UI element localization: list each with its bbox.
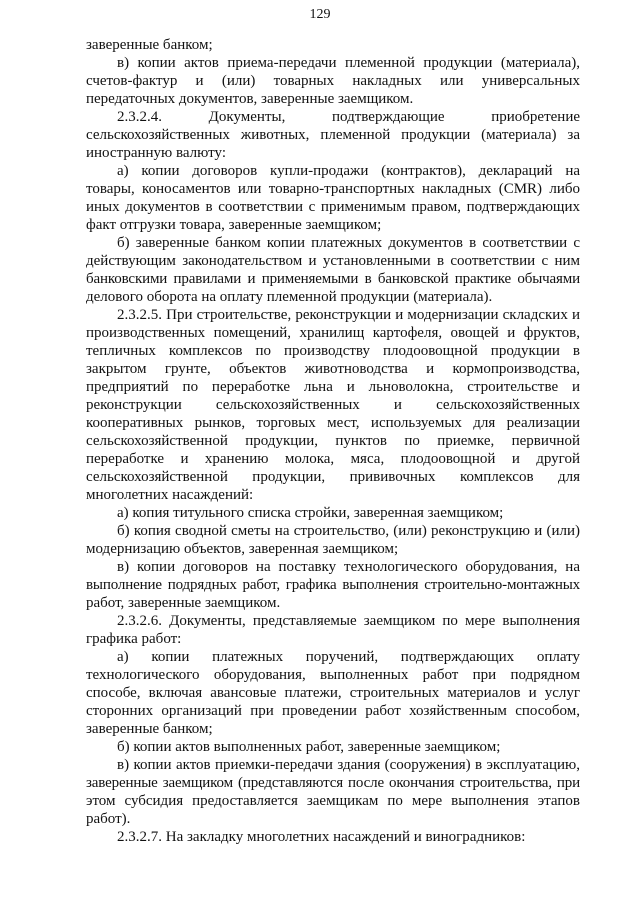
- text-line: а) копия титульного списка стройки, заверенная заемщиком;: [117, 505, 504, 521]
- text-line: банковскими правилами и применяемыми в банковской практике обычаями: [86, 271, 580, 287]
- text-line: выполнение подрядных работ, графика выполнения строительно-монтажных: [86, 577, 580, 593]
- text-line: счетов-фактур и (или) товарных накладных или универсальных: [86, 73, 580, 89]
- text-line: работ).: [86, 811, 131, 827]
- text-line: сельскохозяйственной продукции, прививочных комплексов для: [86, 469, 580, 485]
- text-line: заверенные банком;: [86, 721, 213, 737]
- text-line: а) копии договоров купли-продажи (контрактов), деклараций на: [117, 163, 580, 179]
- text-line: иностранную валюту:: [86, 145, 226, 161]
- text-line: этом субсидия предоставляется заемщикам по мере выполнения этапов: [86, 793, 580, 809]
- text-line: передаточных документов, заверенные заемщиком.: [86, 91, 414, 107]
- text-line: заверенные банком;: [86, 37, 213, 53]
- text-line: многолетних насаждений:: [86, 487, 254, 503]
- text-line: товары, коносаментов или товарно-транспортных накладных (CMR) либо: [86, 181, 580, 197]
- text-line: 2.3.2.7. На закладку многолетних насаждений и виноградников:: [117, 829, 526, 845]
- text-line: факт отгрузки товара, заверенные заемщиком;: [86, 217, 382, 233]
- text-line: сельскохозяйственных животных, племенной продукции (материала) за: [86, 127, 580, 143]
- text-line: производственных помещений, хранилищ картофеля, овощей и фруктов,: [86, 325, 580, 341]
- text-line: закрытом грунте, объектов животноводства и кормопроизводства,: [86, 361, 580, 377]
- text-line: способе, включая авансовые платежи, строительных материалов и услуг: [86, 685, 580, 701]
- text-line: работ, заверенные заемщиком.: [86, 595, 281, 611]
- text-line: заверенные заемщиком (представляются после окончания строительства, при: [86, 775, 580, 791]
- text-line: 2.3.2.5. При строительстве, реконструкции и модернизации складских и: [117, 307, 580, 323]
- text-line: иных документов в соответствии с применимым правом, подтверждающих: [86, 199, 580, 215]
- text-line: сельскохозяйственной продукции, пунктов по приемке, первичной: [86, 433, 580, 449]
- text-line: действующим законодательством и установленными в соответствии с ним: [86, 253, 580, 269]
- document-body: [86, 36, 580, 846]
- text-line: а) копии платежных поручений, подтверждающих оплату: [117, 649, 580, 665]
- text-line: переработке и хранению молока, мяса, плодоовощной и другой: [86, 451, 580, 467]
- text-line: модернизацию объектов, заверенная заемщиком;: [86, 541, 399, 557]
- page-number: 129: [309, 7, 331, 22]
- text-line: в) копии актов приема-передачи племенной продукции (материала),: [117, 55, 580, 71]
- text-line: предприятий по переработке льна и льноволокна, строительстве и: [86, 379, 580, 395]
- text-line: реконструкции сельскохозяйственных и сельскохозяйственных: [86, 397, 580, 413]
- text-line: 2.3.2.4. Документы, подтверждающие приобретение: [117, 109, 580, 125]
- text-line: в) копии актов приемки-передачи здания (сооружения) в эксплуатацию,: [117, 757, 580, 773]
- text-line: б) копия сводной сметы на строительство, (или) реконструкцию и (или): [117, 523, 580, 539]
- text-line: б) копии актов выполненных работ, заверенные заемщиком;: [117, 739, 501, 755]
- text-line: делового оборота на оплату племенной продукции (материала).: [86, 289, 493, 305]
- text-line: в) копии договоров на поставку технологического оборудования, на: [117, 559, 580, 575]
- text-line: графика работ:: [86, 631, 182, 647]
- text-line: кооперативных рынков, торговых мест, используемых для реализации: [86, 415, 580, 431]
- text-line: сторонних организаций при проведении работ хозяйственным способом,: [86, 703, 580, 719]
- text-line: б) заверенные банком копии платежных документов в соответствии с: [117, 235, 580, 251]
- text-line: 2.3.2.6. Документы, представляемые заемщиком по мере выполнения: [117, 613, 580, 629]
- text-line: технологического оборудования, выполненных работ при подрядном: [86, 667, 580, 683]
- text-line: тепличных комплексов по производству плодоовощной продукции в: [86, 343, 580, 359]
